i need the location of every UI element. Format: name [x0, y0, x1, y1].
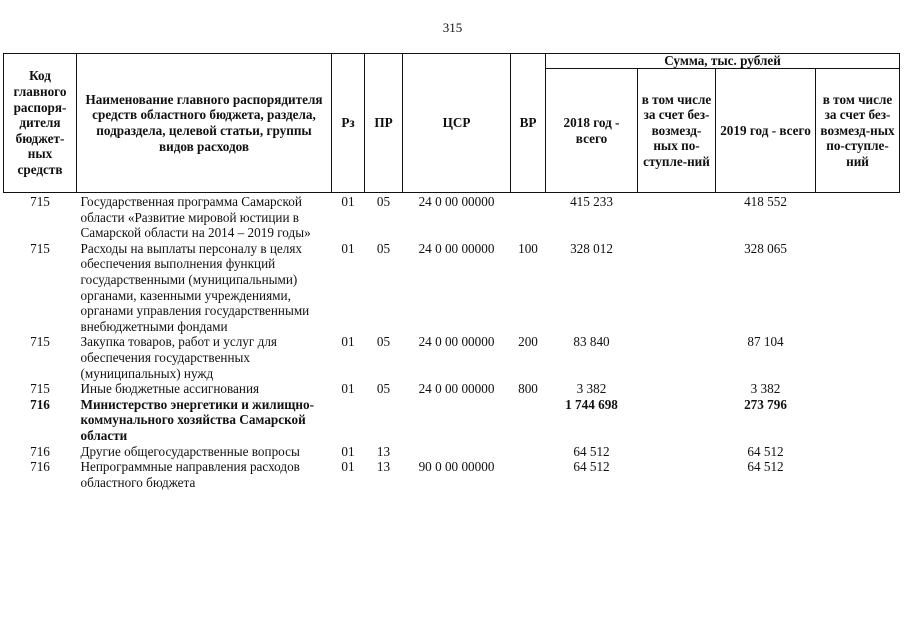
cell-vr: 800 [518, 381, 538, 397]
cell-name: Непрограммные направления расходов областного бюджета [80, 459, 300, 490]
cell-pr: 05 [376, 334, 391, 350]
header-rz: Рз [332, 54, 365, 193]
table-row-ministry [4, 397, 900, 444]
cell-pr: 05 [376, 240, 391, 256]
cell-2018-free [638, 397, 716, 444]
cell-2018-free [638, 241, 716, 335]
header-2019-free: в том числе за счет без-возмезд-ных по-ступле-ний [816, 69, 900, 193]
table-row [4, 193, 900, 241]
cell-vr [511, 459, 546, 490]
cell-csr: 90 0 00 00000 [418, 459, 495, 475]
cell-rz: 01 [341, 334, 355, 350]
cell-code: 715 [30, 381, 50, 397]
cell-2018-total: 3 382 [576, 381, 607, 397]
cell-vr: 100 [518, 240, 538, 256]
cell-2019-total: 328 065 [744, 240, 787, 256]
cell-vr [511, 193, 546, 241]
header-sum-group: Сумма, тыс. рублей [546, 54, 900, 69]
cell-csr [403, 397, 511, 444]
cell-name: Иные бюджетные ассигнования [80, 381, 260, 397]
cell-code: 716 [30, 443, 50, 459]
cell-2019-total: 3 382 [750, 381, 781, 397]
cell-2018-total: 415 233 [570, 194, 613, 209]
header-pr: ПР [365, 54, 403, 193]
cell-name: Министерство энергетики и жилищно-коммунального хозяйства Самарской области [80, 396, 315, 443]
table-row [4, 381, 900, 397]
cell-rz: 01 [341, 459, 355, 475]
cell-pr: 05 [376, 194, 391, 209]
table-row [4, 334, 900, 381]
cell-rz: 01 [341, 443, 355, 459]
cell-2019-free [816, 444, 900, 460]
cell-rz: 01 [341, 194, 355, 209]
cell-2018-total: 1 744 698 [565, 396, 618, 412]
cell-2019-free [816, 193, 900, 241]
cell-2018-total: 64 512 [573, 443, 610, 459]
header-csr: ЦСР [403, 54, 511, 193]
cell-code: 716 [30, 396, 50, 412]
cell-name: Расходы на выплаты персоналу в целях обеспечения выполнения функций государственными (муниципальными) органами, казенными учреждениями, органами управления государственными внебюджетными фондами [80, 240, 310, 334]
cell-code: 716 [30, 459, 50, 475]
cell-csr: 24 0 00 00000 [418, 194, 495, 209]
cell-2018-total: 83 840 [573, 334, 610, 350]
cell-2019-total: 418 552 [744, 194, 787, 209]
header-code: Код главного распоря-дителя бюджет-ных средств [4, 54, 77, 193]
page-number: 315 [442, 20, 463, 35]
cell-rz: 01 [341, 240, 355, 256]
cell-name: Закупка товаров, работ и услуг для обеспечения государственных (муниципальных) нужд [80, 334, 277, 381]
header-2018-total: 2018 год - всего [546, 69, 638, 193]
cell-rz: 01 [341, 381, 355, 397]
cell-2018-free [638, 444, 716, 460]
cell-pr: 13 [376, 443, 391, 459]
cell-2018-total: 328 012 [570, 240, 613, 256]
table-row [4, 459, 900, 490]
cell-2018-total: 64 512 [573, 459, 610, 475]
cell-2018-free [638, 381, 716, 397]
table-body [4, 193, 900, 491]
cell-name: Другие общегосударственные вопросы [80, 443, 300, 459]
cell-vr: 200 [518, 334, 538, 350]
table-row [4, 241, 900, 335]
cell-2019-free [816, 241, 900, 335]
table-header [4, 54, 900, 193]
cell-2019-total: 64 512 [747, 443, 784, 459]
cell-vr [511, 397, 546, 444]
cell-code: 715 [30, 334, 50, 350]
header-vr: ВР [511, 54, 546, 193]
cell-csr: 24 0 00 00000 [418, 240, 495, 256]
cell-2019-free [816, 334, 900, 381]
cell-csr: 24 0 00 00000 [418, 381, 495, 397]
cell-2019-total: 64 512 [747, 459, 784, 475]
cell-csr [403, 444, 511, 460]
cell-2018-free [638, 334, 716, 381]
cell-2019-free [816, 381, 900, 397]
cell-pr: 05 [376, 381, 391, 397]
cell-pr: 13 [376, 459, 391, 475]
cell-2019-free [816, 397, 900, 444]
cell-vr [511, 444, 546, 460]
cell-name: Государственная программа Самарской области «Развитие мировой юстиции в Самарской области на 2014 – 2019 годы» [80, 194, 311, 241]
cell-2019-total: 87 104 [747, 334, 784, 350]
table-row [4, 444, 900, 460]
header-name: Наименование главного распорядителя средств областного бюджета, раздела, подраздела, целевой статьи, группы видов расходов [77, 54, 332, 193]
cell-rz [332, 397, 365, 444]
cell-2019-free [816, 459, 900, 490]
cell-csr: 24 0 00 00000 [418, 334, 495, 350]
cell-2018-free [638, 193, 716, 241]
budget-table [3, 53, 900, 490]
cell-2019-total: 273 796 [744, 396, 787, 412]
cell-code: 715 [30, 240, 50, 256]
header-2018-free: в том числе за счет без-возмезд-ных по-ступле-ний [638, 69, 716, 193]
cell-code: 715 [30, 194, 50, 209]
cell-pr [365, 397, 403, 444]
header-2019-total: 2019 год - всего [716, 69, 816, 193]
cell-2018-free [638, 459, 716, 490]
